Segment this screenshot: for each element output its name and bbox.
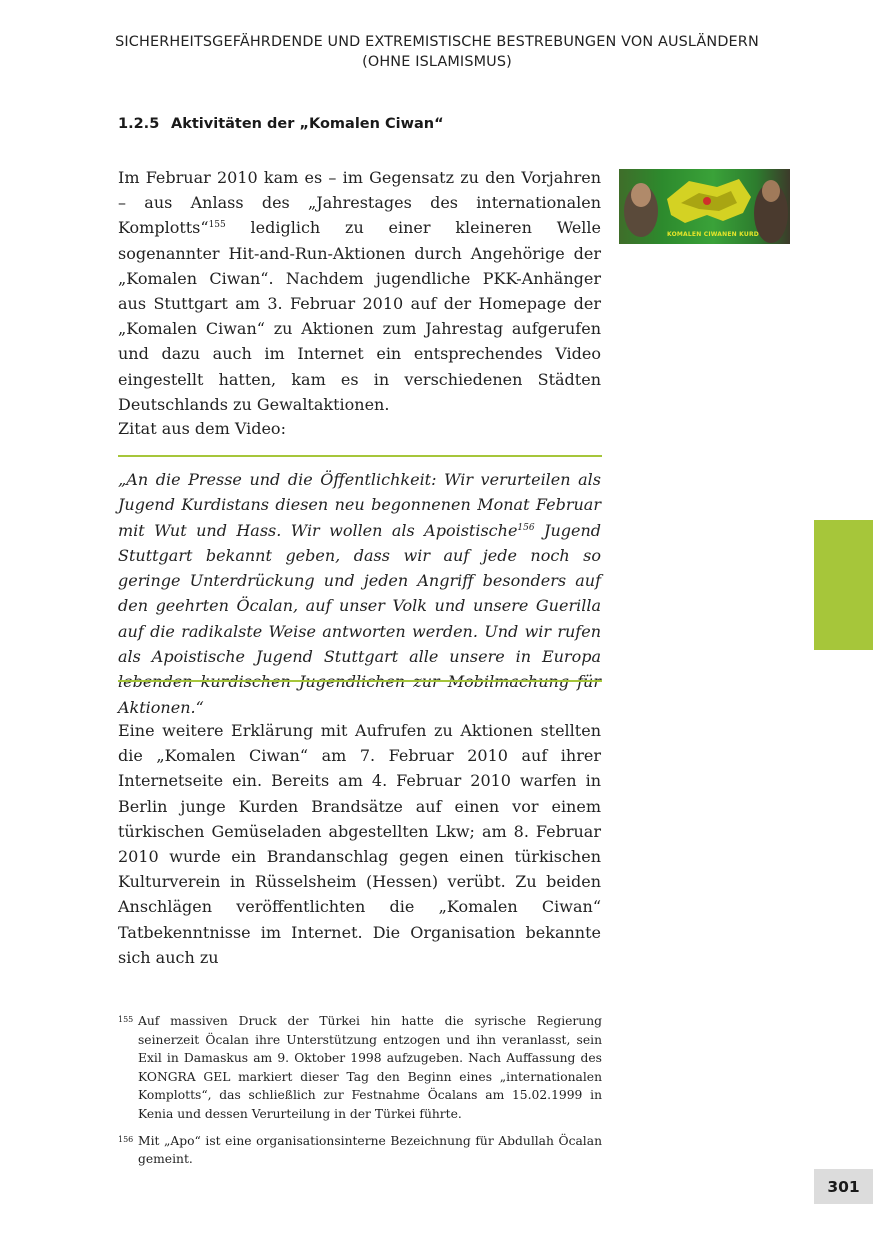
footnote-text: Auf massiven Druck der Türkei hin hatte die syrische Regierung seinerzeit Öcalan ihre Unterstützung entzogen und ihn veranlasst, sein Exil in Damaskus am 9. Oktober 1998 aufzugeben. Nach Auffassung des KONGRA GEL markiert dieser Tag den Beginn eines „internationalen Komplotts“, das schließlich zur Festnahme Öcalans am 15.02.1999 in Kenia und dessen Verurteilung in der Türkei führte. bbox=[138, 1014, 602, 1121]
banner-face-left bbox=[631, 183, 651, 207]
paragraph-2: Eine weitere Erklärung mit Aufrufen zu Aktionen stellten die „Komalen Ciwan“ am 7. Februar 2010 auf ihrer Internetseite ein. Bereits am 4. Februar 2010 warfen in Berlin junge Kurden Brandsätze auf einen vor einem türkischen Gemüseladen abgestellten Lkw; am 8. Februar 2010 wurde ein Brandanschlag gegen einen türkischen Kulturverein in Rüsselsheim (Hessen) verübt. Zu beiden Anschlägen veröffentlichten die „Komalen Ciwan“ Tatbekenntnisse im Internet. Die Organisation bekannte sich auch zu bbox=[118, 721, 601, 967]
map-star-marker bbox=[703, 197, 711, 205]
page-number: 301 bbox=[814, 1169, 873, 1204]
footnote-155 bbox=[118, 1012, 602, 1124]
footnote-number: 156 bbox=[118, 1134, 134, 1144]
section-title: Aktivitäten der „Komalen Ciwan“ bbox=[171, 116, 444, 132]
footnote-156 bbox=[118, 1132, 602, 1169]
footnote-ref-155[interactable]: 155 bbox=[208, 220, 226, 231]
paragraph-1 bbox=[118, 165, 601, 417]
chapter-tab-marker bbox=[814, 520, 873, 650]
running-header-line-1: SICHERHEITSGEFÄHRDENDE UND EXTREMISTISCHE BESTREBUNGEN VON AUSLÄNDERN bbox=[115, 34, 759, 50]
paragraph-1-part-2: lediglich zu einer kleineren Welle sogenannter Hit-and-Run-Aktionen durch Angehörige der „Komalen Ciwan“. Nachdem jugendliche PKK-Anhänger aus Stuttgart am 3. Februar 2010 auf der Homepage der „Komalen Ciwan“ zu Aktionen zum Jahrestag aufgerufen und dazu auch im Internet ein entsprechendes Video eingestellt hatten, kam es in verschiedenen Städten Deutschlands zu Gewaltaktionen. bbox=[118, 218, 601, 414]
quote-intro: Zitat aus dem Video: bbox=[118, 419, 286, 438]
banner-face-right bbox=[762, 180, 780, 202]
quote-part-2: Jugend Stuttgart bekannt geben, dass wir auf jede noch so geringe Unterdrückung und jeden Angriff besonders auf den geehrten Öcalan, auf unser Volk und unsere Guerilla auf die radikalste Weise antworten werden. Und wir rufen als Apoistische Jugend Stuttgart alle unsere in Europa Aktionen.“ bbox=[118, 520, 602, 717]
banner-caption: KOMALEN CIWANEN KURD bbox=[666, 231, 759, 238]
quote-part-1: „An die Presse und die Öffentlichkeit: Wir verurteilen als Jugend Kurdistans diesen neu begonnenen Monat Februar mit Wut und Hass. Wir wollen als Apoistische bbox=[118, 470, 601, 540]
footnote-number: 155 bbox=[118, 1015, 134, 1024]
komalen-ciwan-banner-image bbox=[619, 169, 790, 244]
footnote-text: Mit „Apo“ ist eine organisationsinterne Bezeichnung für Abdullah Öcalan gemeint. bbox=[138, 1133, 602, 1167]
section-heading bbox=[118, 116, 444, 132]
footnote-ref-156[interactable]: 156 bbox=[517, 522, 535, 533]
running-header bbox=[0, 32, 874, 72]
quote-rule-top bbox=[118, 455, 602, 457]
footnotes bbox=[118, 1012, 602, 1177]
paragraph-1-part-1: Im Februar 2010 kam es – im Gegensatz zu den Vorjahren – aus Anlass des „Jahrestages des internationalen Komplotts“ bbox=[118, 168, 601, 238]
section-number: 1.2.5 bbox=[118, 116, 160, 132]
quote-rule-bottom bbox=[118, 680, 602, 682]
video-quote bbox=[118, 467, 601, 720]
running-header-line-2: (OHNE ISLAMISMUS) bbox=[362, 54, 512, 70]
